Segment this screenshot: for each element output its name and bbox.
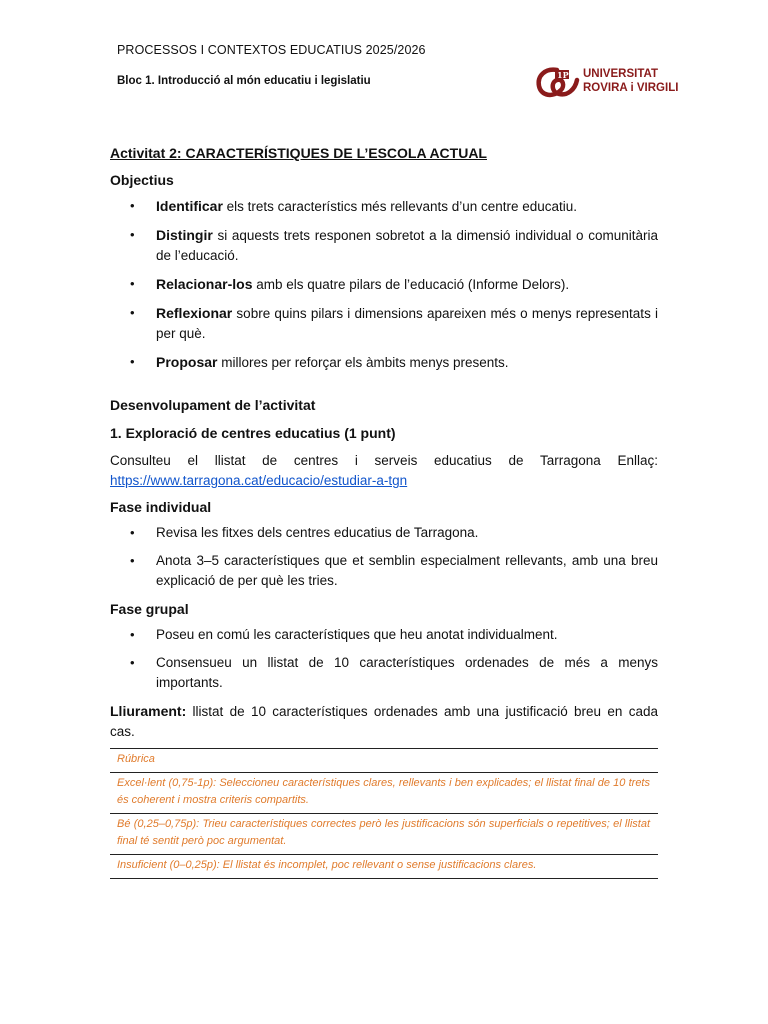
list-item: • Poseu en comú les característiques que heu anotat individualment.	[130, 627, 558, 642]
list-item: • Relacionar-los amb els quatre pilars de l’educació (Informe Delors).	[130, 276, 570, 292]
list-item: • Consensueu un llistat de 10 característiques ordenades de més a menys importants.	[130, 655, 658, 690]
objectives-list	[110, 196, 658, 373]
group-phase-heading: Fase grupal	[110, 601, 189, 617]
activity-title: Activitat 2: CARACTERÍSTIQUES DE L’ESCOLA ACTUAL	[110, 145, 487, 161]
individual-phase-list	[110, 523, 658, 591]
university-logo	[535, 66, 685, 100]
rubric-table	[110, 748, 658, 879]
list-item: • Proposar millores per reforçar els àmbits menys presents.	[130, 354, 509, 370]
table-row	[110, 749, 658, 773]
rubric-cell: Excel·lent (0,75-1p): Seleccioneu característiques clares, rellevants i ben explicades; el llistat final de 10 trets és coherent i mostra criteris compartits.	[110, 773, 658, 814]
list-item: • Anota 3–5 característiques que et semblin especialment rellevants, amb una breu explicació de per què les tries.	[130, 553, 658, 588]
logo-text: UNIVERSITAT ROVIRA i VIRGILI	[583, 68, 679, 94]
rubric-cell: Bé (0,25–0,75p): Trieu característiques correctes però les justificacions són superficials o repetitives; el llistat final té sentit però poc argumentat.	[110, 814, 658, 855]
intro-paragraph: Consulteu el llistat de centres i serveis educatius de Tarragona Enllaç: https://www.tarragona.cat/educacio/estudiar-a-tgn	[110, 453, 658, 488]
table-row	[110, 773, 658, 814]
block-header: Bloc 1. Introducció al món educatiu i legislatiu	[117, 75, 371, 87]
section1-heading: 1. Exploració de centres educatius (1 punt)	[110, 425, 396, 441]
svg-text:1P: 1P	[557, 70, 569, 80]
list-item: • Distingir si aquests trets responen sobretot a la dimensió individual o comunitària de l’educació.	[130, 227, 658, 263]
rubric-cell: Insuficient (0–0,25p): El llistat és incomplet, poc rellevant o sense justificacions clares.	[110, 855, 658, 879]
main-content	[110, 143, 658, 879]
table-row	[110, 855, 658, 879]
development-heading: Desenvolupament de l’activitat	[110, 397, 316, 413]
delivery-paragraph: Lliurament: llistat de 10 característiques ordenades amb una justificació breu en cada cas.	[110, 703, 658, 739]
table-row	[110, 814, 658, 855]
list-item: • Identificar els trets característics més rellevants d’un centre educatiu.	[130, 198, 578, 214]
objectives-heading: Objectius	[110, 172, 174, 188]
tarragona-link[interactable]: https://www.tarragona.cat/educacio/estudiar-a-tgn	[110, 473, 408, 488]
individual-phase-heading: Fase individual	[110, 499, 212, 515]
rubric-cell: Rúbrica	[110, 749, 658, 773]
urv-emblem-icon	[535, 66, 581, 100]
course-header: PROCESSOS I CONTEXTOS EDUCATIUS 2025/2026	[117, 43, 426, 57]
group-phase-list	[110, 625, 658, 693]
list-item: • Revisa les fitxes dels centres educatius de Tarragona.	[130, 525, 479, 540]
list-item: • Reflexionar sobre quins pilars i dimensions apareixen més o menys representats i per què.	[130, 305, 658, 341]
